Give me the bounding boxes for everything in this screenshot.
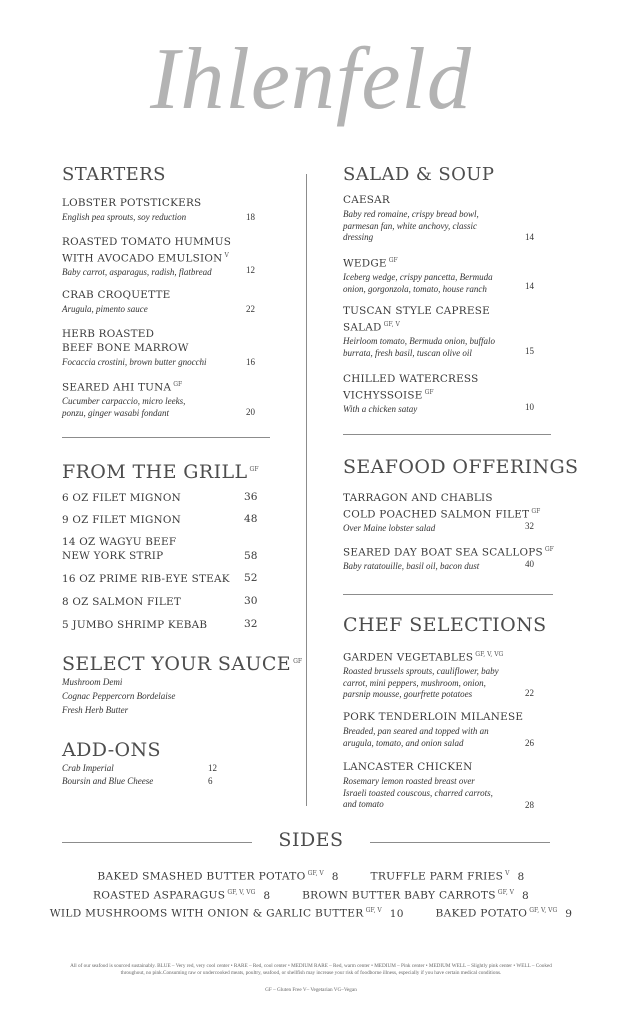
- item-price: 16: [246, 357, 255, 367]
- addon-price: 6: [208, 776, 213, 786]
- salad-title: SALAD & SOUP: [343, 164, 495, 185]
- item-name: 6 OZ FILET MIGNON: [62, 492, 181, 504]
- side-price: 8: [517, 870, 525, 883]
- item-description: Iceberg wedge, crispy pancetta, Bermuda onion, gorgonzola, tomato, house ranch: [343, 272, 493, 294]
- addon-item: Boursin and Blue Cheese: [62, 776, 154, 786]
- sauce-item: Mushroom Demi: [62, 677, 123, 687]
- item-price: 18: [246, 212, 255, 222]
- item-price: 14: [525, 232, 534, 242]
- side-price: 8: [331, 870, 339, 883]
- item-price: 32: [244, 618, 258, 630]
- addons-title: ADD-ONS: [62, 739, 161, 761]
- item-name: 16 OZ PRIME RIB-EYE STEAK: [62, 573, 230, 585]
- diet-tag: GF: [249, 465, 259, 473]
- addon-price: 12: [208, 763, 217, 773]
- item-price: 14: [525, 281, 534, 291]
- side-item: BAKED SMASHED BUTTER POTATO $^{GF, V}$ 8: [97, 870, 339, 883]
- starter-item: [62, 378, 270, 419]
- chef-item: [343, 710, 555, 749]
- side-item: TRUFFLE PARM FRIES $^V$ 8: [370, 870, 525, 883]
- item-name: SEARED AHI TUNA $^{GF}$: [62, 381, 183, 394]
- side-item: BROWN BUTTER BABY CARROTS $^{GF, V}$ 8: [302, 889, 530, 902]
- footer-disclaimer: All of our seafood is sourced sustainably. BLUE – Very red, very cool center • RARE – Red, cool center • MEDIUM RARE – Red, warm center • MEDIUM – Pink center • MEDIUM WELL – Slightly pink center • WELL – Cooked throughout, no pink.Consuming raw or undercooked meats, poultry, seafood, or shellfish may increase your risk of foodborne illness, especially if you have certain medical conditions.: [70, 963, 552, 976]
- item-price: 22: [246, 304, 255, 314]
- item-name: WEDGE $^{GF}$: [343, 257, 398, 270]
- item-price: 40: [525, 559, 534, 569]
- item-name: 8 OZ SALMON FILET: [62, 596, 182, 608]
- item-price: 10: [525, 402, 534, 412]
- side-item: BAKED POTATO $^{GF, V, VG}$ 9: [435, 907, 573, 920]
- diet-tag: GF, V: [365, 907, 382, 914]
- item-description: Cucumber carpaccio, micro leeks, ponzu, ginger wasabi fondant: [62, 396, 186, 418]
- seafood-title: SEAFOOD OFFERINGS: [343, 456, 579, 478]
- chef-title: CHEF SELECTIONS: [343, 614, 547, 636]
- item-name: ROASTED TOMATO HUMMUS WITH AVOCADO EMULSION $^V$: [62, 236, 232, 265]
- item-price: 20: [246, 407, 255, 417]
- grill-item: [62, 513, 270, 527]
- diet-tag: V: [224, 252, 229, 259]
- seafood-item: [343, 543, 555, 573]
- side-price: 10: [389, 907, 404, 920]
- divider: [62, 437, 270, 438]
- grill-item: [62, 618, 270, 632]
- restaurant-logo: Ihlenfeld: [150, 31, 472, 128]
- item-name: PORK TENDERLOIN MILANESE: [343, 711, 524, 723]
- diet-tag: GF: [544, 546, 554, 553]
- item-price: 58: [244, 550, 258, 562]
- diet-tag: V: [505, 870, 510, 877]
- divider: [343, 594, 553, 595]
- item-price: 15: [525, 346, 534, 356]
- starter-item: [62, 288, 270, 316]
- salad-item: [343, 372, 555, 416]
- item-price: 32: [525, 521, 534, 531]
- salad-item: [343, 193, 555, 244]
- item-price: 26: [525, 738, 534, 748]
- grill-title: FROM THE GRILL $^{GF}$: [62, 461, 259, 483]
- diet-tag: GF: [293, 657, 303, 665]
- sauce-title: SELECT YOUR SAUCE $^{GF}$: [62, 653, 303, 675]
- diet-tag: GF: [424, 389, 434, 396]
- sauce-item: Fresh Herb Butter: [62, 705, 129, 715]
- salad-item: [343, 304, 555, 359]
- column-divider: [306, 174, 307, 806]
- item-name: LOBSTER POTSTICKERS: [62, 197, 202, 209]
- item-description: English pea sprouts, soy reduction: [62, 212, 187, 222]
- diet-tag: GF: [531, 508, 541, 515]
- item-price: 22: [525, 688, 534, 698]
- grill-item: [62, 535, 270, 563]
- item-name: HERB ROASTED BEEF BONE MARROW: [62, 328, 189, 354]
- diet-tag: GF, V, VG: [475, 651, 504, 658]
- diet-tag: GF, V, VG: [227, 889, 256, 896]
- item-name: GARDEN VEGETABLES $^{GF, V, VG}$: [343, 651, 504, 664]
- item-description: Rosemary lemon roasted breast over Israeli toasted couscous, charred carrots, and tomato: [343, 776, 493, 809]
- seafood-item: [343, 491, 555, 535]
- item-description: With a chicken satay: [343, 404, 418, 415]
- grill-item: [62, 491, 270, 505]
- item-name: CRAB CROQUETTE: [62, 289, 171, 301]
- starter-item: [62, 235, 270, 279]
- item-description: Over Maine lobster salad: [343, 523, 436, 534]
- divider: [343, 434, 551, 435]
- item-name: 9 OZ FILET MIGNON: [62, 514, 181, 526]
- salad-item: [343, 254, 555, 295]
- addon-item: Crab Imperial: [62, 763, 114, 773]
- diet-tag: GF, V, VG: [529, 907, 558, 914]
- side-price: 9: [565, 907, 573, 920]
- item-price: 48: [244, 513, 258, 525]
- item-price: 12: [246, 265, 255, 275]
- side-price: 8: [521, 889, 530, 902]
- item-name: CHILLED WATERCRESS VICHYSSOISE $^{GF}$: [343, 373, 479, 402]
- item-name: LANCASTER CHICKEN: [343, 761, 473, 773]
- item-name: CAESAR: [343, 194, 390, 206]
- starters-title: STARTERS: [62, 164, 166, 185]
- sauce-item: Cognac Peppercorn Bordelaise: [62, 691, 176, 701]
- chef-item: [343, 648, 555, 701]
- side-item: ROASTED ASPARAGUS $^{GF, V, VG}$ 8: [92, 889, 271, 902]
- item-name: 5 JUMBO SHRIMP KEBAB: [62, 619, 208, 631]
- item-name: 14 OZ WAGYU BEEF NEW YORK STRIP: [62, 536, 177, 562]
- item-price: 36: [244, 491, 258, 503]
- item-name: SEARED DAY BOAT SEA SCALLOPS $^{GF}$: [343, 546, 554, 559]
- item-price: 28: [525, 800, 534, 810]
- item-description: Baby ratatouille, basil oil, bacon dust: [343, 561, 480, 572]
- item-description: Baby carrot, asparagus, radish, flatbread: [62, 267, 212, 278]
- diet-legend: GF – Gluten Free V– Vegetarian VG–Vegan: [265, 987, 357, 993]
- side-price: 8: [263, 889, 271, 902]
- diet-tag: GF, V: [497, 889, 514, 896]
- side-item: WILD MUSHROOMS WITH ONION & GARLIC BUTTER $^{GF, V}$ 10: [49, 907, 404, 920]
- starter-item: [62, 196, 270, 224]
- item-description: Heirloom tomato, Bermuda onion, buffalo burrata, fresh basil, tuscan olive oil: [343, 336, 495, 358]
- diet-tag: GF, V: [307, 870, 324, 877]
- item-name: TARRAGON AND CHABLIS COLD POACHED SALMON FILET $^{GF}$: [343, 492, 541, 521]
- sides-row: [0, 889, 622, 902]
- item-price: 30: [244, 595, 258, 607]
- sides-row: [0, 870, 622, 883]
- item-description: Arugula, pimento sauce: [62, 304, 148, 314]
- diet-tag: GF: [173, 381, 183, 388]
- chef-item: [343, 760, 555, 811]
- sides-row: [0, 907, 622, 920]
- grill-item: [62, 595, 270, 609]
- item-name: TUSCAN STYLE CAPRESE SALAD $^{GF, V}$: [343, 305, 490, 334]
- starter-item: [62, 327, 270, 369]
- grill-item: [62, 572, 270, 586]
- diet-tag: GF, V: [383, 321, 400, 328]
- item-price: 52: [244, 572, 258, 584]
- item-description: Roasted brussels sprouts, cauliflower, baby carrot, mini peppers, mushroom, onion, parsnip mousse, gourfrette potatoes: [343, 666, 499, 700]
- diet-tag: GF: [388, 257, 398, 264]
- sides-title: SIDES: [278, 829, 344, 851]
- item-description: Focaccia crostini, brown butter gnocchi: [62, 357, 207, 367]
- item-description: Breaded, pan seared and topped with an arugula, tomato, and onion salad: [343, 726, 489, 748]
- item-description: Baby red romaine, crispy bread bowl, parmesan fan, white anchovy, classic dressing: [343, 209, 479, 242]
